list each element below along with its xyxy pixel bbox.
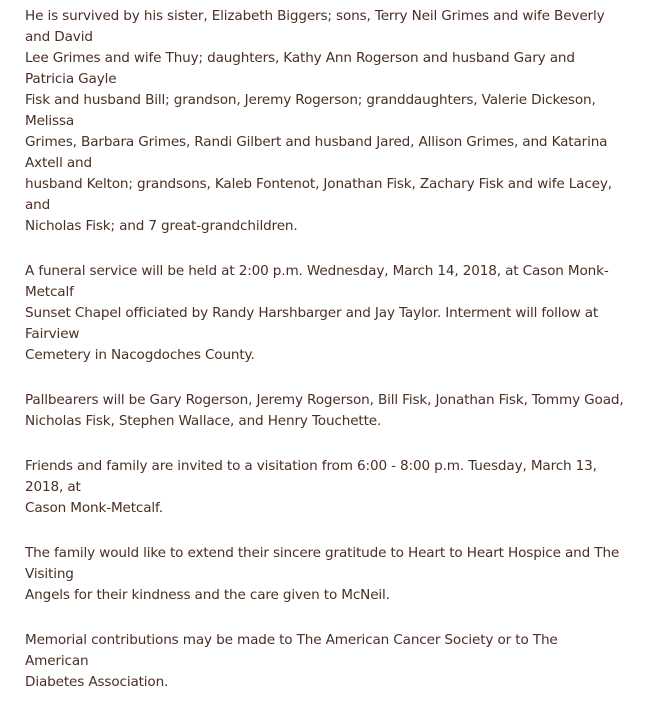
- survivors-paragraph: He is survived by his sister, Elizabeth Biggers; sons, Terry Neil Grimes and wife Beverly and David Lee Grimes and wife Thuy; daughters, Kathy Ann Rogerson and husband Gary and Patricia Gayle Fisk and husband Bill; grandson, Jeremy Rogerson; granddaughters, Valerie Dickeson, Melissa Grimes, Barbara Grimes, Randi Gilbert and husband Jared, Allison Grimes, and Katarina Axtell and husband Kelton; grandsons, Kaleb Fontenot, Jonathan Fisk, Zachary Fisk and wife Lacey, and Nicholas Fisk; and 7 great-grandchildren.: [25, 8, 612, 234]
- pallbearers-paragraph: Pallbearers will be Gary Rogerson, Jeremy Rogerson, Bill Fisk, Jonathan Fisk, Tommy Goad, Nicholas Fisk, Stephen Wallace, and Henry Touchette.: [25, 392, 624, 429]
- visitation-paragraph: Friends and family are invited to a visitation from 6:00 - 8:00 p.m. Tuesday, March 13, 2018, at Cason Monk-Metcalf.: [25, 458, 597, 516]
- funeral-service-paragraph: A funeral service will be held at 2:00 p.m. Wednesday, March 14, 2018, at Cason Monk-Metcalf Sunset Chapel officiated by Randy Harshbarger and Jay Taylor. Interment will follow at Fairview Cemetery in Nacogdoches County.: [25, 263, 609, 363]
- obituary-text: [25, 6, 625, 717]
- memorial-contributions-paragraph: Memorial contributions may be made to The American Cancer Society or to The American Diabetes Association.: [25, 632, 558, 690]
- gratitude-paragraph: The family would like to extend their sincere gratitude to Heart to Heart Hospice and The Visiting Angels for their kindness and the care given to McNeil.: [25, 545, 620, 603]
